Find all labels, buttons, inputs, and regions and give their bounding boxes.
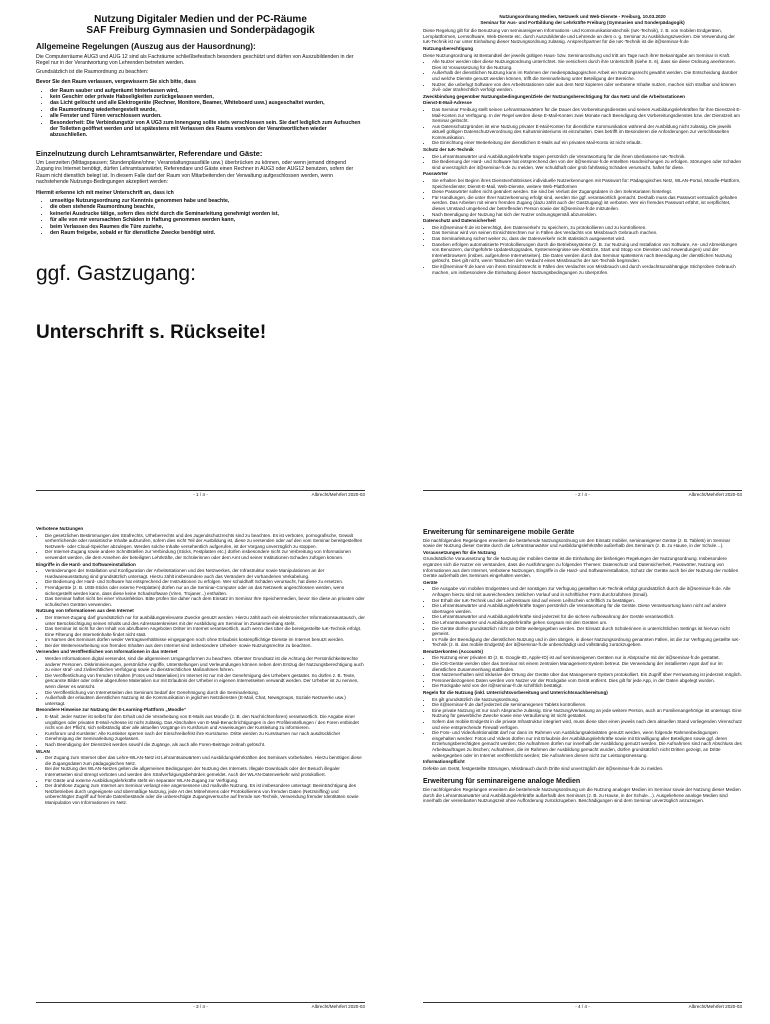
- list-item: • Sie erhalten bei Beginn ihres Dienstverhältnisses individuelle Nutzerkennungen mit Passwort für: Pädagogisches Netz, WLAN-Portal, Moodle-Plattform, Speicherdienste; Dienst-E-Mail, Web-Dienste, weitere Web-Plattformen: [432, 178, 742, 189]
- list-item: • Das Nutzerverhalten wird inklusive der Ortung der Geräte über das Management-System protokolliert. Ein Zugriff über Fernwartung ist jederzeit möglich.: [432, 672, 742, 678]
- list-item: • Die Foto- und Videofunktionalität darf nur dann im Rahmen von Ausbildungsaktivitäten genutzt werden, wenn folgende Rahmenbedingungen eingehalten werden: Fotos und Videos dürfen nur mit Erlaubnis der Ausbildungslehrkräfte sowie mit Einwilligung aller Beteiligten sowie ggf. deren Erziehungsberechtigten gemacht werden; Die Aufnahmen dürfen nur innerhalb der Ausbildung genutzt werden. Die Aufnahmen sind nach Abschluss des Arbeitsauftrages zu löschen; Aufnahmen, die im Rahmen der Ausbildung gemacht wurden, dürfen grundsätzlich nicht Dritten gezeigt, an Dritte weitergegeben oder im Internet veröffentlicht werden; Die Aufnahmen dienen nicht zur Leistungsmessung.: [432, 730, 742, 758]
- section-list: [423, 697, 742, 759]
- list-item: • für alle von mir verursachten Schäden in Haftung genommen werden kann,: [50, 217, 365, 223]
- list-item: • Besonderheit: Die Verbindungstür von A UG3 zum Innengang sollte stets verschlossen sein. Sie darf lediglich zum Aufsuchen der Toiletten geöffnet werden und ist spätestens mit Verlassen des Raums vom/von der Verantwortlichen wieder abzuschließen.: [50, 120, 365, 139]
- section-text: Diese Nutzungsordnung ist Bestandteil der jeweils gültigen Haus- bzw. Seminarordnung und tritt am Tage nach ihrer Bekanntgabe am Seminar in Kraft.: [423, 52, 731, 58]
- list-item: • Nach Beendigung der Nutzung hat sich der Nutzer ordnungsgemäß abzumelden.: [432, 212, 742, 218]
- analog-heading: Erweiterung für seminareigene analoge Medien: [423, 778, 581, 786]
- list-item: • Außerhalb der dienstlichen Nutzung kann im Rahmen der medienpädagogischen Arbeit ein Nutzungsrecht gewährt werden. Die Entscheidung darüber und welche Dienste genutzt werden können, trifft die Seminarleitung unter Beteiligung der Bereiche.: [432, 70, 742, 81]
- list-item: • Die Rückgabe wird von der it@seminar-fr.de schriftlich bestätigt.: [432, 683, 742, 689]
- header-line-1: Nutzungsordnung Medien, Netzwerk und Web-Dienste - Freiburg, 10.03.2020: [499, 14, 666, 19]
- list-item: • die Raumordnung wiederhergestellt wurde,: [50, 107, 365, 113]
- section-list: [36, 714, 365, 748]
- general-text: Die Computerräume AUG3 und AUG 12 sind als Fachräume schließbefestisch besonders geschützt und dürfen von Auszubildenden in der Regel nur in der Verantwortung von Lehrenden betreten werden.: [36, 54, 354, 67]
- mobile-intro: Die nachfolgenden Regelungen erweitern die bestehende Nutzungsordnung um den Einsatz mobiler, seminareigener Geräte (z. B. Tablets) im Seminar sowie der Nutzung dieser Geräte durch die Lehramtsanwärter und Ausbildungslehrkräfte außerhalb des Seminars (z. B. zu Hause, in der Schule…).: [423, 537, 731, 549]
- list-item: • Werden Informationen digital versendet, sind die allgemeinen Umgangsformen zu beachten. Oberster Grundsatz ist die Achtung der Persönlichkeitsrechte anderer Personen. Diskriminierungen, persönliche Angriffe, Unterstellungen und Verleumdungen können neben dem Entzug der Nutzungsberechtigung auch zu einer straf- und zivilrechtlichen Verfolgung sowie zu dienstrechtlichen Maßnahmen führen.: [45, 656, 365, 673]
- section-heading: Informationspflicht: [423, 759, 465, 765]
- list-item: • Der Erhalt der IuK-Technik und der Leihzeitraum sind auf einem Leihschein schriftlich zu bestätigen.: [432, 598, 742, 604]
- page-1: [0, 0, 385, 512]
- list-item: • Alle Nutzer werden über diese Nutzungsordnung unterrichtet. Sie versichern durch ihre Unterschrift (siehe S. 6), dass sie diese Ordnung anerkennen. Dies ist Voraussetzung für die Nutzung.: [432, 59, 742, 70]
- list-item: • Im Namen des Seminars dürfen weder Vertragsverhältnisse eingegangen noch ohne Erlaubnis kostenpflichtige Dienste im Internet benutzt werden.: [45, 637, 365, 643]
- list-item: • kein Geschirr oder private Habseligkeiten zurückgelassen werden,: [50, 94, 365, 100]
- list-item: • das Licht gelöscht und alle Elektrogeräte (Rechner, Monitore, Beamer, Whiteboard usw.) ausgeschaltet wurden,: [50, 100, 365, 106]
- list-item: • Die iOS-Geräte werden über das Seminar mit einem zentralen Management-System betreut. Die Verwendung der installierten Apps darf nur im dienstlichen Zusammenhang stattfinden.: [432, 661, 742, 672]
- list-item: • Die Bedienung der Hard- und Software hat entsprechend der Instruktionen zu erfolgen. Wer schuldhaft Schäden verursacht, hat diese zu ersetzen.: [45, 579, 365, 585]
- list-item: • Außerhalb der erlaubten dienstlichen Nutzung ist die Kommunikation in jeglichen Netzdiensten (E-Mail, Chat, Newsgroups, Soziale Netzwerke usw.) untersagt.: [45, 695, 365, 706]
- guest-text: Um Leerzeiten (Mittagspausen; Stundenpläne/ohne; Veranstaltungsausfälle usw.) überbrücken zu können, oder wenn jemand dringend Zugang ins Internet benötigt, dürfen Lehramtsanwärter, Referendare und Gäste einen Rechner in AUG3 oder AUG12 benutzen, sofern der Raum nicht dienstlich belegt ist. In diesem Falle darf der Raum von Mitarbeitenden der Verwaltung aufgeschlossen werden, wenn nachstehende Nutzungs-Bedingungen akzeptiert werden:: [36, 159, 354, 186]
- page-title: [36, 14, 365, 36]
- version-label: Albrecht/Mehrfert 2020-03: [311, 492, 365, 497]
- list-item: • Nutzer, die unbefugt Software von den Arbeitsstationen oder aus dem Netz kopieren oder verbotene Inhalte nutzen, machen sich strafbar und können zivil- oder strafrechtlich verfolgt werden.: [432, 82, 742, 93]
- list-item: • Aus Datenschutzgründen ist eine Nutzung privater E-Mail-Konten für dienstliche Kommunikation während der Ausbildung nicht zulässig. Die jeweils aktuell gültigen Datenschutzverordnung des Kultusministeriums ist einzuhalten. Dies betrifft im Besonderen die Anforderungen zur verschlüsselten Kommunikation.: [432, 124, 742, 141]
- list-item: • Bei der Nutzung des WLAN-Netzes gelten die allgemeinen Bedingungen der Nutzung des Internets. Illegale Downloads oder der Besuch illegaler Internetseiten sind strengt verboten und werden den Strafverfolgungsbehörden gemeldet. Auch der WLAN-Datenverkehr wird protokolliert.: [45, 766, 365, 777]
- list-item: • Das Seminar ist nicht für den Inhalt von abrufbaren Angeboten Dritter im Internet verantwortlich, auch wenn dies über die bereitgestellte IuK-Technik erfolgt. Eine Filterung der Internetinhalte findet nicht statt.: [45, 626, 365, 637]
- title-line-2: SAF Freiburg Gymnasien und Sonderpädagogik: [86, 25, 315, 36]
- leave-list: [36, 88, 365, 139]
- section-heading: Schutz der IuK-Technik: [423, 147, 474, 153]
- section-text: Grundsätzliche Voraussetzung für die Nutzung der mobilen Geräte ist die Einhaltung der bisherigen Regelungen der Nutzungsordnung. Insbesondere ergänzen sich die Nutzer ein verstanden, dass die Ausführungen zu folgenden Themen: Datenschutz und Datensicherheit, Passwörter, Nutzung von Informationen aus dem Internet, Verbotene Nutzungen, Eingriffe in die Hard- und Softwareinstallation, Schutz der Geräte auch bei der Nutzung der mobilen Geräte außerhalb des Seminars eingehalten werden.: [423, 556, 739, 579]
- section-list: [423, 178, 742, 217]
- principle-text: Grundsätzlich ist die Raumordnung zu beachten:: [36, 68, 149, 75]
- list-item: • Der Internet-Zugang darf grundsätzlich nur für ausbildungsrelevante Zwecke genutzt werden. Hierzu zählt auch ein elektronischer Informationsaustausch, der unter Berücksichtigung seines Inhalts und des Adressatenkreises mit der Ausbildung am Seminar im Zusammenhang steht.: [45, 615, 365, 626]
- list-item: • Eine private Nutzung ist nur nach Absprache zulässig. Eine Nutzung/Verlassung an jede weitere Person, auch an Familienangehörige ist untersagt. Eine Nutzung für gewerbliche Zwecke sowie eine Veräußerung ist nicht gestattet.: [432, 708, 742, 719]
- section-list: [423, 586, 742, 648]
- list-item: • Fremdgeräte (z. B. USB-Sticks oder externe Festplatten) dürfen nur an die Seminar-Computer oder an das Netzwerk angeschlossen werden, wenn sichergestellt werden kann, dass diese keine Schadsoftware (Viren, Trojaner...) enthalten.: [45, 585, 365, 596]
- section-heading: Passwörter: [423, 171, 448, 177]
- list-item: • Die Veröffentlichung von fremden Inhalten (Fotos und Materialien) im Internet ist nur mit der Genehmigung des Urhebers gestattet. So dürfen z. B. Texte, gescannte Bilder oder online abgerufene Materialien nur mit Erlaubnis der Urheber in eigenen Internetseiten verwandt werden. Der Urheber ist zu nennen, wenn dieser es wünscht.: [45, 673, 365, 690]
- title-line-1: Nutzung Digitaler Medien und der PC-Räume: [94, 14, 307, 25]
- page-footer: [36, 1002, 365, 1012]
- list-item: • Die Lehramtsanwärter und Ausbildungslehrkräfte tragen persönlich die Verantwortung für die ihnen überlassene IuK-Technik.: [432, 154, 742, 160]
- page-header: [423, 14, 742, 25]
- section-heading: Voraussetzungen für die Nutzung: [423, 549, 496, 555]
- section-list: [423, 107, 742, 146]
- page-number: - 4 / 4 -: [575, 1004, 590, 1009]
- version-label: Albrecht/Mehrfert 2020-03: [311, 1004, 365, 1009]
- page-3: [0, 512, 385, 1024]
- section-list: [36, 533, 365, 561]
- section-heading: Verbotene Nutzungen: [36, 526, 84, 531]
- page-number: - 1 / 4 -: [193, 492, 208, 497]
- section-heading: Eingriffe in die Hard- und Softwareinstallation: [36, 561, 136, 567]
- signature-note: Unterschrift s. Rückseite!: [36, 322, 267, 344]
- list-item: • Sofern das mobile Endgerät in die private Infrastruktur integriert wird, muss diese über einen jeweils nach dem aktuellen Stand vorliegenden Virenschutz und eine entsprechende Firewall verfügen.: [432, 719, 742, 730]
- list-item: • Für Gäste und externe Ausbildungslehrkräfte steht ein separater WLAN-Zugang zur Verfügung.: [45, 778, 365, 784]
- section-heading: Nutzungsberechtigung: [423, 45, 474, 51]
- list-item: • Veränderungen der Installation und Konfiguration der Arbeitsstationen und des Netzwerkes, der Infrastruktur sowie Manipulationen an der Hardwareausstattung sind grundsätzlich untersagt. Hierzu zählt insbesondere auch das Verändern der vorhandenen Verkabelung.: [45, 568, 365, 579]
- list-item: • Die it@seminar-fr.de ist berechtigt, den Datenverkehr zu speichern, zu protokollieren und zu kontrollieren.: [432, 225, 742, 231]
- list-item: • beim Verlassen des Raumes die Türe zuziehe,: [50, 224, 365, 230]
- section-heading: Versenden und Veröffentlichen von Informationen in das Internet: [36, 649, 178, 655]
- page-footer: [423, 490, 742, 500]
- list-item: • Das Seminar Freiburg stellt seinen Lehramtsanwärtern für die Dauer des Vorbereitungsdienstes und seinen Ausbildungslehrkräften für ihre Dienstzeit E-Mail-Konten zur Verfügung. In der Regel werden diese E-Mail-Konten zwei Monate nach Beendigung des Vorbereitungsdienstes bzw. der Dienstzeit am Seminar gelöscht.: [432, 107, 742, 124]
- section-list: [36, 568, 365, 607]
- accept-heading: Hiermit erkenne ich mit meiner Unterschrift an, dass ich: [36, 189, 174, 196]
- section-list: [423, 154, 742, 171]
- list-item: • Nach Beendigung der Dienstzeit werden sowohl die Zugänge, als auch alle Foren-Beiträge zeitnah gelöscht.: [45, 742, 365, 748]
- list-item: • Das Seminarleitung sichert weiter zu, dass der Datenverkehr nicht statistisch ausgewertet wird.: [432, 236, 742, 242]
- list-item: • Die it@seminar-fr.de kann von ihrem Einsichtsrecht in Fällen des Verdachts von Missbrauch und durch verdachtsunabhängige Stichproben Gebrauch machen, um insbesondere die Einhaltung dieser Nutzungsbedingungen zu überprüfen.: [432, 264, 742, 275]
- page-number: - 2 / 4 -: [575, 492, 590, 497]
- list-item: • Der Internet-Zugang sowie andere Schnittstellen zur Verbindung (Sticks, Festplatten etc.) dürfen insbesondere nicht zur Verbreitung von Informationen verwendet werden, die dem Ansehen der beteiligten Lehrkräfte, der Schülerinnen oder dem Amt und seiner Institutionen Schaden zufügen können.: [45, 549, 365, 560]
- list-item: • Die Einrichtung einer Weiterleitung der dienstlichen E-Mails auf ein privates Mail-Konto ist nicht erlaubt.: [432, 140, 742, 146]
- list-item: • Das Seminar haftet nicht bei einer Virusinfektion. Bitte prüfen Sie daher nach dem Einsatz im Seminar Ihre Speichermedien, bevor Sie diese an privaten oder schulischen Geräten verwenden.: [45, 596, 365, 607]
- section-list: [36, 755, 365, 805]
- section-heading: Regeln für die Nutzung (inkl. Unterrichtsvorbereitung und Unterrichtsnachbereitung): [423, 690, 608, 696]
- list-item: • Die Lehramtsanwärter und Ausbildungslehrkräfte sind jederzeit für die sichere Aufbewahrung der Geräte verantwortlich.: [432, 614, 742, 620]
- section-heading: Dienst-E-Mail-Adresse: [423, 100, 472, 106]
- header-line-2: Seminar für Aus- und Fortbildung der Lehrkräfte Freiburg (Gymnasien und Sonderpädagogik): [480, 19, 685, 25]
- list-item: • Die Lehramtsanwärter und Ausbildungslehrkräfte tragen persönlich die Verantwortung für die Geräte. Diese Verantwortung kann nicht auf andere übertragen werden.: [432, 603, 742, 614]
- list-item: • Für Handlungen, die unter Ihrer Nutzerkennung erfolgt sind, werden Sie ggf. verantwortlich gemacht. Deshalb muss das Passwort vertraulich gehalten werden. Das Arbeiten mit einem fremden Zugang (dazu zählt auch der Gastzugang) ist verboten. Wer ein fremdes Passwort erfährt, ist verpflichtet, dieses Umstand umgehend der betreffenden Person sowie der it@seminar-fr.de mitzuteilen.: [432, 195, 742, 212]
- page-4: [385, 512, 770, 1024]
- section-heading: Geräte: [423, 579, 438, 585]
- accept-list: [36, 198, 365, 236]
- list-item: • der Raum sauber und aufgeräumt hinterlassen wird,: [50, 88, 365, 94]
- section-list: [36, 656, 365, 706]
- list-item: • Das Seminar wird von seinen Einsichtsrechten nur in Fällen des Verdachts von Missbrauch Gebrauch machen.: [432, 230, 742, 236]
- list-item: • Der Zugang zum Internet über das Lehre-WLAN-Netz ist Lehramtsanwärtern und Ausbildungslehrkräften des Seminars vorbehalten. Hierzu benötigen diese die Zugangsdaten zum pädagogischen Netz.: [45, 755, 365, 766]
- section-heading: Datenschutz und Datensicherheit: [423, 218, 496, 224]
- list-item: • E-Mail: Jeder Nutzer ist selbst für den Erhalt und die Verarbeitung von E-Mails aus Moodle (z. B. den Nachrichtenforen) verantwortlich. Die Angabe einer ungültigen oder privaten E-Mail-Adresse ist nicht zulässig. Das Abschalten von E-Mail-Benachrichtigungen in den Profileinstellungen / den Foren entbindet nicht von der Pflicht, sich selbständig über alle aktuellen Vorgänge im Kursforum und Anweisungen der Kursleitung zu informieren.: [45, 714, 365, 731]
- page-footer: [423, 1002, 742, 1012]
- section-heading: Besondere Hinweise zur Nutzung der E-Learning-Plattform „Moodle“: [36, 707, 187, 713]
- page-footer: [36, 490, 365, 500]
- section-list: [36, 615, 365, 649]
- analog-text: Die nachfolgenden Regelungen erweitern die bestehende Nutzungsordnung um die Nutzung analoger Medien im Seminar sowie der Nutzung dieser Medien durch die Lehramtsanwärter und Ausbildungslehrkräfte außerhalb des Seminars (z. B. zu Hause, in der Schule…). Ausgeliehene analoge Medien sind innerhalb der vereinbarten Nutzungszeit ohne Aufforderung zurückzugeben. Beschädigungen sind dem Seminar unverzüglich anzuzeigen.: [423, 786, 741, 804]
- list-item: • alle Fenster und Türen verschlossen wurden.: [50, 113, 365, 119]
- section-list: [423, 225, 742, 275]
- list-item: • Daneben erfolgen automatisierte Protokollierungen durch die Betriebssysteme (z. B. zur Nutzung und Installation von Software, An- und Abmeldungen von Benutzern, durchgeführte Updates/Upgrades, Systemereignisse wie Abstürze, Start und Stopp von Diensten und Anwendungen) und der Internetbrowsern (insbes. aufgerufene Internetseiten). Die Daten werden durch das Seminar spätestens nach Beendigung der dienstlichen Nutzung gelöscht. Dies gilt nicht, wenn Tatsachen den Verdacht eines Missbrauchs der IuK-Technik begründen.: [432, 242, 742, 264]
- list-item: • Bei der Weiterverarbeitung von fremden Inhalten aus dem Internet sind insbesondere Urheber- sowie Nutzungsrechte zu beachten.: [45, 643, 365, 649]
- guest-heading: Einzelnutzung durch Lehramtsanwärter, Referendare und Gäste:: [36, 148, 263, 158]
- list-item: • Es gilt grundsätzlich die Nutzungsordnung.: [432, 697, 742, 703]
- list-item: • Die Veröffentlichung von Internetseiten des Seminars bedarf der Genehmigung durch die Seminarleitung.: [45, 690, 365, 696]
- section-text: Defekte am Gerät, festgestellte Störungen, Missbrauch durch Dritte sind unverzüglich der it@seminar-fr.de zu melden.: [423, 765, 664, 771]
- version-label: Albrecht/Mehrfert 2020-03: [688, 492, 742, 497]
- list-item: • Personenbezogenen Daten werden vom Nutzer vor der Rückgabe vom Gerät entfernt. Dies gilt für jede App, in der Daten abgelegt wurden.: [432, 678, 742, 684]
- list-item: • Im Falle der Beendigung der dienstlichen Nutzung und in den übrigen, in dieser Nutzungsordnung genannten Fällen, ist die zur Verfügung gestellte IuK-Technik (z. B. das mobile Endgerät) der it@seminar-fr.de unbeschädigt und vollständig zurückzugeben.: [432, 637, 742, 648]
- list-item: • Diese Passwörter sollen nicht geändert werden. Sie sind bei Verlust der Zugangsdaten in den Sekretariaten hinterlegt.: [432, 189, 742, 195]
- list-item: • Die it@seminar-fr.de darf jederzeit die seminareigenen Tablets kontrollieren.: [432, 702, 742, 708]
- version-label: Albrecht/Mehrfert 2020-03: [688, 1004, 742, 1009]
- general-heading: Allgemeine Regelungen (Auszug aus der Hausordnung):: [36, 42, 256, 51]
- section-list: [423, 655, 742, 689]
- section-heading: Zweckbindung gegenüber Nutzungsbedingungen/Ziele der Nutzungsberechtigung für das Netz und die Arbeitsstationen: [423, 93, 685, 99]
- section-heading: WLAN: [36, 748, 50, 754]
- list-item: • Der drahtlose Zugang zum Internet am Seminar verlangt eine angemessene und maßvolle Nutzung. Es ist insbesondere untersagt: Beeinträchtigung des Netzbetriebes durch ungeeignete und übermäßige Nutzung, jede Art des Mitnehmens oder Protokollierens von fremden Daten (Netzsniffing) und unberechtigter Zugriff auf fremde Datenbestände oder die unberechtigte Zugangsversuche auf fremde IuK-Technik, Verwendung fremder Identitäten sowie Manipulation von Informationen im Netz.: [45, 783, 365, 805]
- section-heading: Benutzerkonten (Accounts): [423, 648, 483, 654]
- list-item: • keinerlei Ausdrucke tätige, sofern dies nicht durch die Seminarleitung genehmigt worden ist,: [50, 211, 365, 217]
- list-item: • Die Nutzung einer privaten ID (z. B. Google-ID, Apple-ID) ist auf seminareigenen Geräten nur in Absprache mit der it@seminar-fr.de gestattet.: [432, 655, 742, 661]
- list-item: • Die Geräte dürfen grundsätzlich nicht an Dritte weitergegeben werden. Der Einsatz durch Schülerinnen in unterrichtlichen Settings ist hiervon nicht gemeint.: [432, 626, 742, 637]
- section-heading: Nutzung von Informationen aus dem Internet: [36, 608, 134, 614]
- list-item: • Die gesetzlichen Bestimmungen des Strafrechts, Urheberrechts und des Jugendschutzrechts sind zu beachten. Es ist verboten, pornografische, Gewalt verherrlichende oder rassistische Inhalte aufzurufen, sofern dies nicht Teil der Ausbildung ist, diese zu versenden oder auf den vom Seminar bereitgestellten Netzwerk- oder Cloud-Speicher abzulegen. Werden solche Inhalte versehentlich aufgerufen, ist der Vorgang unverzüglich zu stoppen.: [45, 533, 365, 550]
- list-item: • Die Lehramtsanwärter und Ausbildungslehrkräfte gehen sorgsam mit den Geräten um.: [432, 620, 742, 626]
- list-item: • die oben stehende Raumordnung beachte,: [50, 204, 365, 210]
- list-item: • den Raum freigebe, sobald er für dienstliche Zwecke benötigt wird.: [50, 230, 365, 236]
- list-item: • Die Bedienung der Hard- und Software hat entsprechend den von der it@seminar-fr.de erstellten Handreichungen zu erfolgen. Störungen oder Schäden sind unverzüglich der it@seminar-fr.de zu melden. Wer schuldhaft oder grob fahrlässig Schäden verursacht, haftet für diese.: [432, 159, 742, 170]
- page-2: [385, 0, 770, 512]
- page-number: - 3 / 4 -: [193, 1004, 208, 1009]
- mobile-heading: Erweiterung für seminareigene mobile Geräte: [423, 529, 575, 536]
- section-list: [423, 59, 742, 93]
- list-item: • Die Ausgabe von mobilen Endgeräten und der sonstigen zur Verfügung gestellten IuK-Technik erfolgt grundsätzlich durch die it@seminar-fr.de. Alle Anfragen hierzu sind mit ausreichendem zeitlichen Vorlauf und in schriftlicher Form durchzuführen (Email).: [432, 586, 742, 597]
- guest-access-label: ggf. Gastzugang:: [36, 262, 196, 286]
- intro-text: Diese Regelung gilt für die Benutzung von seminareigenen Informations- und Kommunikationstechnik (IuK-Technik), z. B. von mobilen Endgeräten, Lernplattformen, Lernsoftware, Web-Dienste etc. durch Auszubildende und Lehrende an dem o. g. Seminar zu Ausbildungszwecken. Die Verwendung der IuK-Technik ist nur unter Einhaltung dieser Nutzungsordnung zulässig. Ansprechpartner für die IuK-Technik ist die it@seminar-fr.de: [423, 28, 735, 45]
- list-item: • Kursforum und Kursleiter: Alle Kursleiter sperren nach der Einschreibefrist ihre Kursräume. Dritte werden zu Kursräumen nur nach ausdrücklicher Genehmigung der Seminarleitung zugelassen.: [45, 731, 365, 742]
- list-item: • umseitige Nutzungsordnung zur Kenntnis genommen habe und beachte,: [50, 198, 365, 204]
- leave-heading: Bevor Sie den Raum verlassen, vergewissern Sie sich bitte, dass: [36, 79, 197, 86]
